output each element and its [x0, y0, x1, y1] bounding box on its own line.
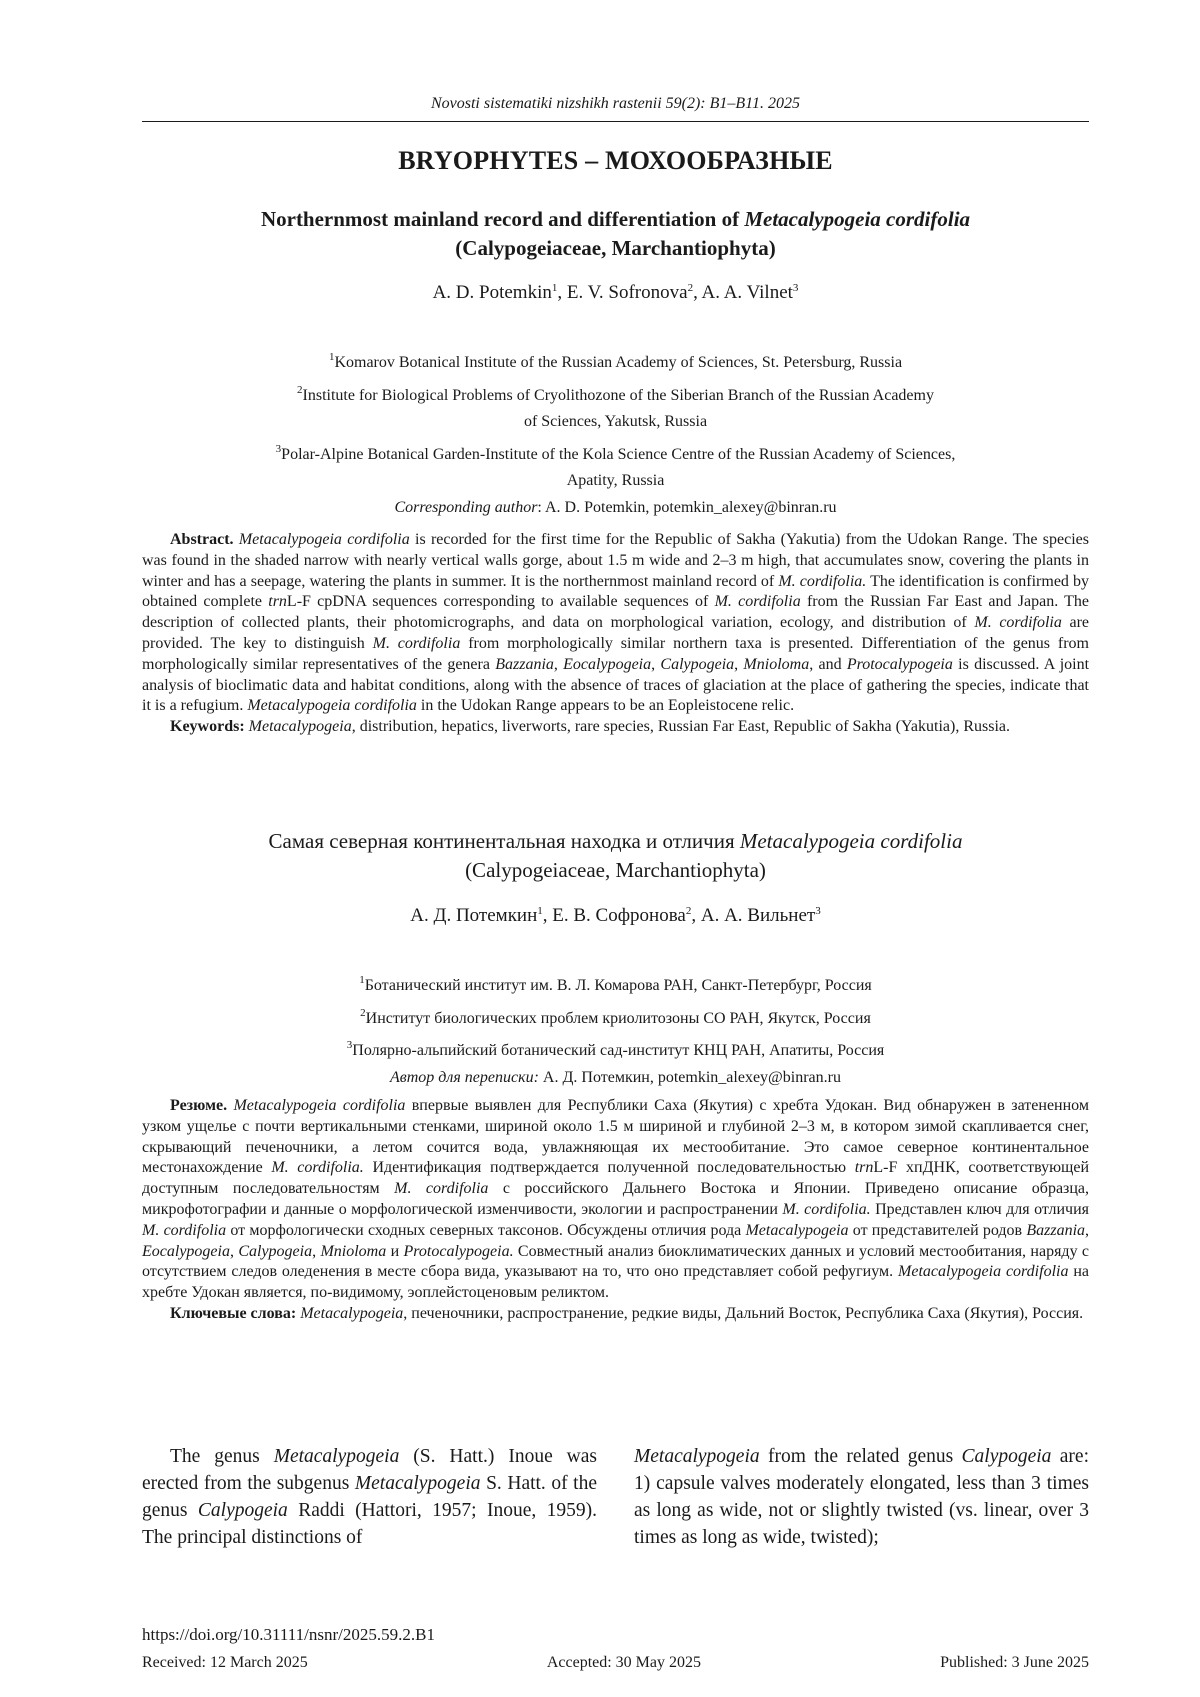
italic-run: Calypogeia — [238, 1242, 313, 1260]
section-title: BRYOPHYTES – МОХООБРАЗНЫЕ — [398, 146, 833, 175]
italic-run: Bazzania — [495, 655, 554, 673]
italic-run: trn — [268, 593, 287, 611]
italic-run: Protocalypogeia — [846, 655, 953, 673]
italic-run: M. cordifolia — [142, 1221, 227, 1239]
affiliation-text: Institute for Biological Problems of Cryolithozone of the Siberian Branch of the Russian Academy — [302, 386, 934, 404]
italic-run: M. cordifolia. — [271, 1159, 364, 1177]
abstract-text: Metacalypogeia cordifolia is recorded for the first time for the Republic of Sakha (Yakutia) from the Udokan Range. The species was found in the shaded narrow with nearly vertical walls gorge, about 1.5 m wide and 2–3 m high, that accumulates snow, covering the plants in winter and has a seepage, watering the plants in summer. It is the northernmost mainland record of M. cordifolia. The identification is confirmed by obtained complete trnL-F cpDNA sequences corresponding to available sequences of M. cordifolia from the Russian Far East and Japan. The description of collected plants, their photomicrographs, and data on morphological variation, ecology, and distribution of M. cordifolia are provided. The key to distinguish M. cordifolia from morphologically similar northern taxa is presented. Differentiation of the genus from morphologically similar representatives of the genera Bazzania, Eocalypogeia, Calypogeia, Mnioloma, and Protocalypogeia is discussed. A joint analysis of bioclimatic data and habitat conditions, along with the absence of traces of glaciation at the place of gathering the species, indicate that it is a refugium. Metacalypogeia cordifolia in the Udokan Range appears to be an Eopleistocene relic. — [142, 531, 1090, 715]
author-sup: 1 — [551, 282, 558, 294]
italic-run: Eocalypogeia — [563, 655, 652, 673]
italic-run: Metacalypogeia cordifolia — [238, 531, 410, 548]
doi-link[interactable]: https://doi.org/10.31111/nsnr/2025.59.2.B1 — [142, 1625, 435, 1644]
affiliation-cont: Apatity, Russia — [566, 472, 665, 489]
author-sup: 2 — [685, 905, 692, 917]
affiliation-sup: 2 — [360, 1006, 366, 1019]
accepted-date: Accepted: 30 May 2025 — [546, 1654, 702, 1671]
authors-en: A. D. Potemkin$^1$, E. V. Sofronova$^2$, A. A. Vilnet$^3$ — [432, 282, 799, 303]
body-column-right — [634, 1443, 1089, 1551]
affiliation-text: Институт биологических проблем криолитозоны СО РАН, Якутск, Россия — [365, 1009, 871, 1027]
abstract-text: Metacalypogeia cordifolia впервые выявлен для Республики Саха (Якутия) с хребта Удокан. Вид обнаружен в затененном узком ущелье с почти вертикальными стенками, шириной около 1.5 м шириной и глубиной 2–3 м, в котором зимой скапливается снег, скрывающий печеночники, а летом сочится вода, увлажняющая их местообитание. Это самое северное континентальное местонахождение M. cordifolia. Идентификация подтверждается полученной последовательностью trnL-F хпДНК, соответствующей доступным последовательностям M. cordifolia с российского Дальнего Востока и Японии. Приведено описание образца, микрофотографии и данные о морфологической изменчивости, экологии и распространении M. cordifolia. Представлен ключ для отличия M. cordifolia от морфологически сходных северных таксонов. Обсуждены отличия рода Metacalypogeia от представителей родов Bazzania, Eocalypogeia, Calypogeia, Mnioloma и Protocalypogeia. Совместный анализ биоклиматических данных и условий местообитания, наряду с отсутствием следов оледенения в месте сбора вида, указывают на то, что оно представляет собой рефугиум. Metacalypogeia cordifolia на хребте Удокан является, по-видимому, эоплейстоценовым реликтом. — [142, 1097, 1090, 1302]
italic-run: M. cordifolia. — [782, 1200, 871, 1218]
italic-run: M. cordifolia — [714, 593, 801, 611]
affiliation-text: Ботанический институт им. В. Л. Комарова РАН, Санкт-Петербург, Россия — [364, 977, 872, 994]
italic-run: M. cordifolia. — [778, 572, 867, 590]
italic-run: Calypogeia — [660, 655, 735, 673]
author: A. D. Potemkin — [432, 282, 552, 303]
affiliation — [142, 377, 1089, 410]
italic-run: Metacalypogeia — [634, 1446, 760, 1467]
title-taxonomy: (Calypogeiaceae, Marchantiophyta) — [465, 858, 766, 882]
affiliation-sup: 3 — [346, 1039, 353, 1051]
italic-run: Metacalypogeia — [273, 1446, 400, 1467]
affiliations-ru — [142, 967, 1089, 1091]
abstract-ru — [142, 1096, 1089, 1325]
corresponding-author — [142, 495, 1089, 522]
italic-run: Calypogeia — [197, 1500, 288, 1521]
corresponding-text: : A. D. Potemkin, potemkin_alexey@binran.ru — [537, 498, 837, 516]
title-species: Metacalypogeia cordifolia — [744, 207, 971, 231]
affiliation-cont: of Sciences, Yakutsk, Russia — [523, 413, 708, 430]
affiliation — [142, 1000, 1089, 1033]
keywords-text: Metacalypogeia, печеночники, распространение, редкие виды, Дальний Восток, Республика Саха (Якутия), Россия. — [300, 1304, 1084, 1322]
italic-run: M. cordifolia — [974, 614, 1062, 632]
published-date: Published: 3 June 2025 — [940, 1654, 1089, 1671]
italic-run: Metacalypogeia — [354, 1473, 481, 1494]
affiliation-sup: 2 — [297, 383, 303, 396]
body-paragraph: The genus Metacalypogeia (S. Hatt.) Inoue was erected from the subgenus Metacalypogeia S. Hatt. of the genus Calypogeia Raddi (Hattori, 1957; Inoue, 1959). The principal distinctions of — [142, 1446, 598, 1548]
italic-run: Eocalypogeia — [142, 1242, 230, 1260]
received-date: Received: 12 March 2025 — [142, 1654, 308, 1671]
italic-run: Metacalypogeia — [300, 1304, 404, 1322]
affiliation — [142, 436, 1089, 469]
keywords-paragraph — [142, 1304, 1089, 1325]
body-paragraph: Metacalypogeia from the related genus Calypogeia are: 1) capsule valves moderately elongated, less than 3 times as long as wide, not or slightly twisted (vs. linear, over 3 times as long as wide, twisted); — [634, 1446, 1089, 1548]
italic-run: M. cordifolia — [372, 634, 461, 652]
keywords-label: Ключевые слова: — [170, 1304, 297, 1322]
keywords-paragraph — [142, 717, 1089, 738]
abstract-label: Abstract. — [170, 531, 234, 548]
body-column-left — [142, 1443, 597, 1551]
affiliation — [142, 1032, 1089, 1065]
author-sup: 3 — [792, 282, 799, 294]
abstract-paragraph — [142, 530, 1089, 717]
publication-dates — [142, 1654, 1089, 1672]
affiliation — [142, 967, 1089, 1000]
italic-run: Protocalypogeia. — [403, 1242, 514, 1260]
article-title-en — [142, 205, 1089, 263]
italic-run: Metacalypogeia cordifolia — [233, 1097, 406, 1114]
italic-run: M. cordifolia — [394, 1180, 489, 1198]
abstract-label: Резюме. — [170, 1097, 228, 1114]
keywords-label: Keywords: — [170, 718, 245, 736]
author-sup: 1 — [537, 905, 543, 917]
author: E. V. Sofronova — [566, 282, 688, 303]
author: A. A. Vilnet — [701, 282, 793, 303]
affiliation-sup: 1 — [359, 974, 365, 986]
corresponding-text: А. Д. Потемкин, potemkin_alexey@binran.ru — [538, 1068, 841, 1086]
corresponding-label: Автор для переписки: — [390, 1068, 539, 1086]
italic-run: Mnioloma — [320, 1242, 387, 1260]
authors-ru: А. Д. Потемкин$^1$, Е. В. Софронова$^2$, А. А. Вильнет$^3$ — [410, 905, 821, 926]
author-sup: 3 — [815, 905, 821, 917]
running-head: Novosti sistematiki nizshikh rastenii 59(2): B1–B11. 2025 — [430, 95, 800, 112]
title-taxonomy: (Calypogeiaceae, Marchantiophyta) — [455, 236, 776, 260]
affiliation — [142, 344, 1089, 377]
italic-run: Calypogeia — [961, 1446, 1052, 1467]
italic-run: Metacalypogeia — [745, 1221, 849, 1239]
title-species: Metacalypogeia cordifolia — [739, 829, 963, 853]
abstract-en — [142, 530, 1089, 738]
corresponding-author — [142, 1065, 1089, 1092]
author: А. А. Вильнет — [700, 905, 816, 926]
abstract-paragraph — [142, 1096, 1089, 1304]
article-title-ru — [142, 827, 1089, 885]
author: Е. В. Софронова — [552, 905, 686, 926]
italic-run: Mnioloma — [743, 655, 810, 673]
italic-run: trn — [854, 1159, 874, 1177]
italic-run: Metacalypogeia cordifolia — [247, 697, 417, 715]
author-sup: 2 — [687, 282, 694, 294]
affiliation-sup: 1 — [328, 351, 335, 363]
affiliation-text: Полярно-альпийский ботанический сад-институт КНЦ РАН, Апатиты, Россия — [352, 1042, 885, 1059]
affiliation-text: Polar-Alpine Botanical Garden-Institute of the Kola Science Centre of the Russian Academy of Sciences, — [281, 445, 956, 463]
affiliation-text: Komarov Botanical Institute of the Russian Academy of Sciences, St. Petersburg, Russia — [334, 354, 903, 371]
affiliation-sup: 3 — [275, 442, 282, 455]
keywords-text: Metacalypogeia, distribution, hepatics, liverworts, rare species, Russian Far East, Republic of Sakha (Yakutia), Russia. — [248, 718, 1010, 736]
corresponding-label: Corresponding author — [394, 498, 538, 516]
italic-run: Metacalypogeia — [248, 718, 352, 736]
title-text: Northernmost mainland record and differentiation of — [260, 207, 745, 231]
title-text: Самая северная континентальная находка и отличия — [268, 829, 740, 853]
italic-run: Bazzania — [1026, 1221, 1086, 1239]
author: А. Д. Потемкин — [410, 905, 538, 926]
italic-run: Metacalypogeia cordifolia — [898, 1263, 1069, 1281]
affiliations-en — [142, 344, 1089, 521]
header-rule — [142, 121, 1089, 122]
